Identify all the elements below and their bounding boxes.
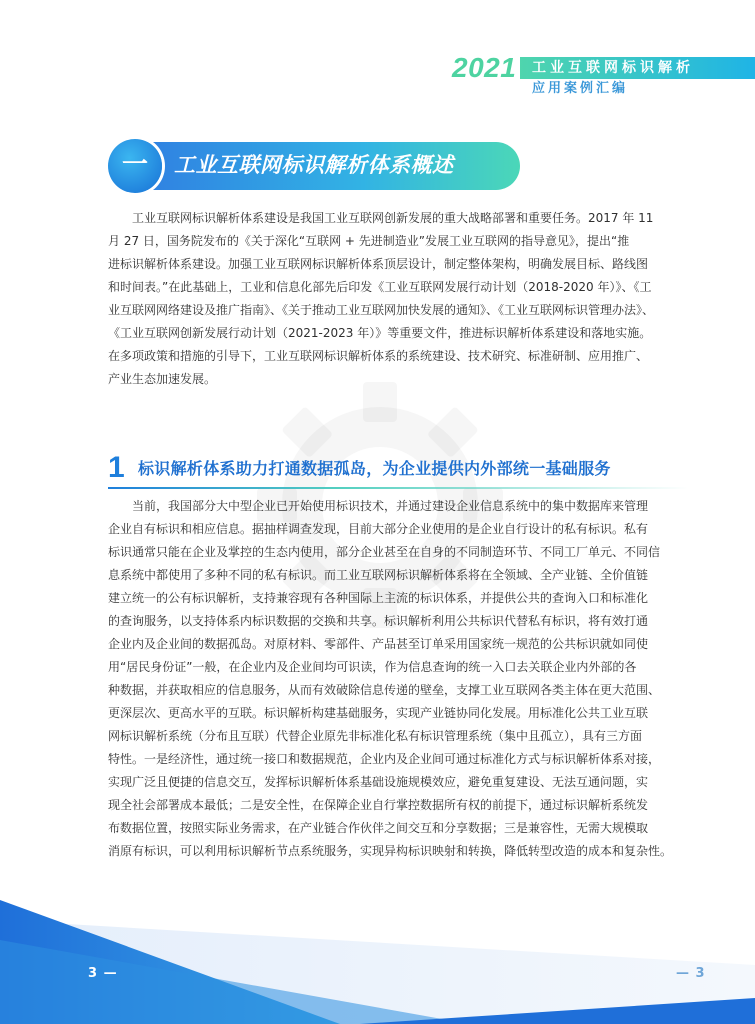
section-number: 一	[121, 150, 148, 180]
paragraph-line: 更深层次、更高水平的互联。标识解析构建基础服务，实现产业链协同化发展。用标准化公共工业互联	[108, 706, 649, 720]
paragraph-line: 特性。一是经济性，通过统一接口和数据规范，企业内及企业间可通过标准化方式与标识解析体系对接，	[108, 752, 661, 766]
subsection-divider	[108, 487, 688, 489]
paragraph-line: 工业互联网标识解析体系建设是我国工业互联网创新发展的重大战略部署和重要任务。2017 年 11	[132, 211, 654, 225]
paragraph-line: 消原有标识，可以利用标识解析节点系统服务，实现异构标识映射和转换，降低转型改造的成本和复杂性。	[108, 844, 673, 858]
paragraph-line: 的查询服务，以支持体系内标识数据的交换和共享。标识解析利用公共标识代替私有标识，将有效打通	[108, 614, 649, 628]
paragraph-line: 业互联网网络建设及推广指南》、《关于推动工业互联网加快发展的通知》、《工业互联网标识管理办法》、	[108, 303, 655, 317]
paragraph-line: 企业内及企业间的数据孤岛。对原材料、零部件、产品甚至订单采用国家统一规范的公共标识就如同使	[108, 637, 649, 651]
header-title: 工业互联网标识解析	[532, 60, 694, 76]
page-number-left: 3 —	[88, 966, 118, 981]
paragraph-line: 企业自有标识和相应信息。据抽样调查发现，目前大部分企业使用的是企业自行设计的私有标识。私有	[108, 522, 649, 536]
body-paragraph	[108, 495, 686, 863]
subsection-number: 1	[108, 451, 125, 484]
paragraph-line: 实现广泛且便捷的信息交互，发挥标识解析体系基础设施规模效应，避免重复建设、无法互通问题，实	[108, 775, 649, 789]
paragraph-line: 《工业互联网创新发展行动计划（2021-2023 年）》等重要文件，推进标识解析体系建设和落地实施。	[108, 326, 652, 340]
header-year: 2021	[452, 52, 517, 83]
paragraph-line: 在多项政策和措施的引导下，工业互联网标识解析体系的系统建设、技术研究、标准研制、应用推广、	[108, 349, 649, 363]
footer-wave	[0, 880, 755, 1024]
page-number-right: — 3	[676, 966, 706, 981]
paragraph-line: 建立统一的公有标识解析，支持兼容现有各种国际上主流的标识体系，并提供公共的查询入口和标准化	[108, 591, 649, 605]
paragraph-line: 现全社会部署成本最低；二是安全性，在保障企业自行掌控数据所有权的前提下，通过标识解析系统发	[108, 798, 649, 812]
paragraph-line: 月 27 日，国务院发布的《关于深化“互联网 + 先进制造业”发展工业互联网的指导意见》，提出“推	[108, 234, 630, 248]
subsection-title: 标识解析体系助力打通数据孤岛，为企业提供内外部统一基础服务	[138, 459, 611, 478]
header-subtitle: 应用案例汇编	[532, 81, 629, 96]
paragraph-line: 和时间表。”在此基础上，工业和信息化部先后印发《工业互联网发展行动计划（2018-2020 年）》、《工	[108, 280, 652, 294]
paragraph-line: 布数据位置，按照实际业务需求，在产业链合作伙伴之间交互和分享数据；三是兼容性，无需大规模取	[108, 821, 649, 835]
intro-paragraph	[108, 207, 686, 391]
paragraph-line: 种数据，并获取相应的信息服务，从而有效破除信息传递的壁垒，支撑工业互联网各类主体在更大范围、	[108, 683, 661, 697]
paragraph-line: 当前，我国部分大中型企业已开始使用标识技术，并通过建设企业信息系统中的集中数据库来管理	[132, 499, 649, 513]
paragraph-line: 用“居民身份证”一般，在企业内及企业间均可识读，作为信息查询的统一入口去关联企业内外部的各	[108, 660, 637, 674]
paragraph-line: 进标识解析体系建设。加强工业互联网标识解析体系顶层设计，制定整体架构，明确发展目标、路线图	[108, 257, 649, 271]
section-title: 工业互联网标识解析体系概述	[174, 153, 454, 177]
paragraph-line: 产业生态加速发展。	[108, 372, 217, 386]
paragraph-line: 网标识解析系统（分布且互联）代替企业原先非标准化私有标识管理系统（集中且孤立），具有三方面	[108, 729, 643, 743]
paragraph-line: 息系统中都使用了多种不同的私有标识。而工业互联网标识解析体系将在全领域、全产业链、全价值链	[108, 568, 649, 582]
paragraph-line: 标识通常只能在企业及掌控的生态内使用，部分企业甚至在自身的不同制造环节、不同工厂单元、不同信	[108, 545, 661, 559]
